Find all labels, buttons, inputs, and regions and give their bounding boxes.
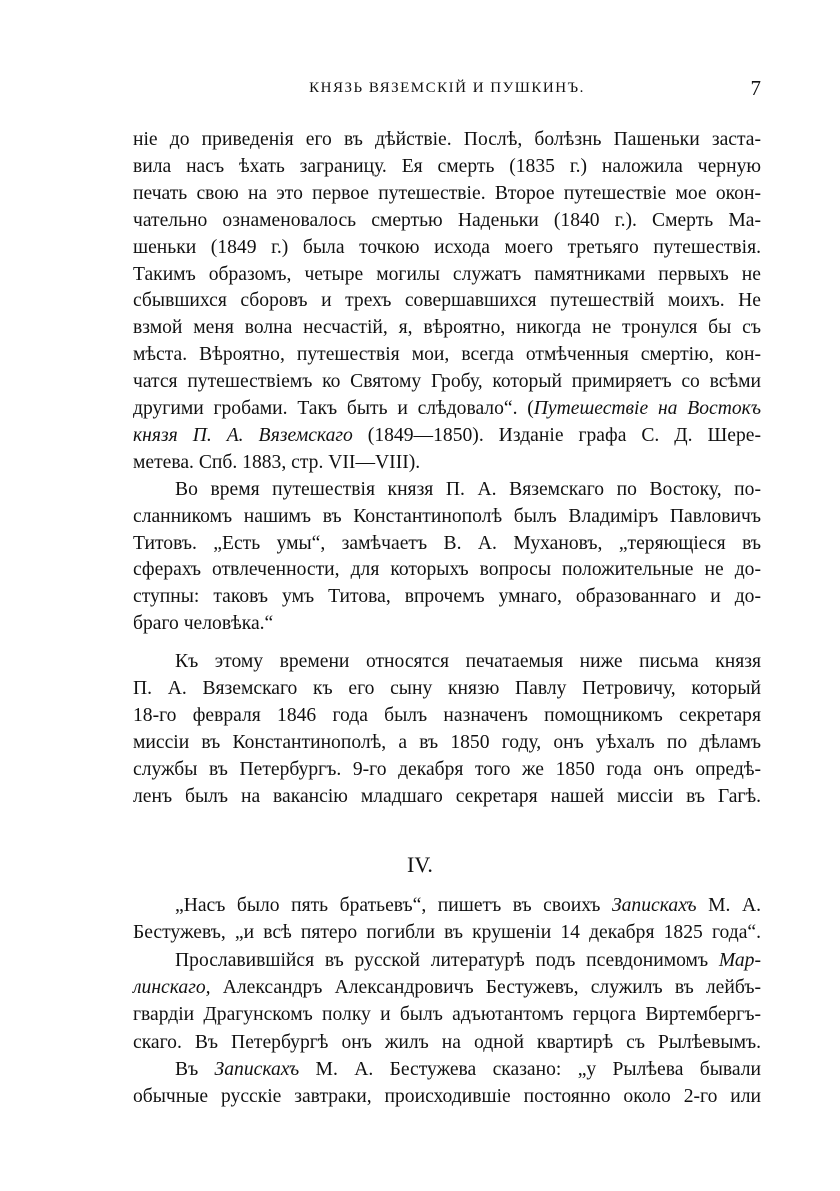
text-line <box>133 505 761 529</box>
text-segment: взмой меня волна несчастій, я, вѣроятно, никогда не тронулся бы съ <box>133 317 761 339</box>
text-segment: скаго. Въ Петербургѣ онъ жилъ на одной квартирѣ съ Рылѣевымъ. <box>133 1031 761 1053</box>
text-segment: Въ <box>175 1058 215 1080</box>
text-segment: миссіи въ Константинополѣ, а въ 1850 году, онъ уѣхалъ по дѣламъ <box>133 732 761 753</box>
section-heading: IV. <box>407 852 433 877</box>
text-line <box>133 532 761 556</box>
text-segment: Во время путешествія князя П. А. Вяземскаго по Востоку, по- <box>175 478 761 500</box>
text-segment: шеньки (1849 г.) была точкою исхода моего третьяго путешествія. <box>133 236 761 258</box>
text-segment: обычные русскіе завтраки, происходившіе постоянно около 2-го или <box>133 1086 761 1108</box>
text-segment: сферахъ отвлеченности, для которыхъ вопросы положительные не до- <box>133 559 761 581</box>
italic-text: Запискахъ <box>611 895 697 916</box>
text-segment: гвардіи Драгунскомъ полку и былъ адъютантомъ герцога Виртембергъ- <box>133 1004 761 1026</box>
text-line <box>133 612 761 636</box>
text-line <box>133 236 761 260</box>
text-line <box>133 731 761 755</box>
text-line <box>133 1003 761 1027</box>
text-segment: М. А. <box>696 895 761 916</box>
text-line <box>133 785 761 809</box>
italic-text: Путешествіе на Востокъ <box>533 398 761 419</box>
page-number: 7 <box>750 76 761 100</box>
text-line <box>133 424 761 448</box>
text-line <box>133 370 761 394</box>
text-line <box>133 128 761 152</box>
text-segment: ніе до приведенія его въ дѣйствіе. Послѣ, болѣзнь Пашеньки заста- <box>133 129 761 150</box>
text-line <box>133 397 761 421</box>
italic-text: Мар- <box>718 949 761 971</box>
text-line <box>133 677 761 701</box>
text-line <box>175 894 761 918</box>
text-line <box>133 1085 761 1109</box>
text-segment: Титовъ. „Есть умы“, замѣчаетъ В. А. Мухановъ, „теряющіеся въ <box>133 532 761 554</box>
text-segment: вила насъ ѣхать заграницу. Ея смерть (1835 г.) наложила черную <box>133 155 761 177</box>
text-segment: службы въ Петербургъ. 9-го декабря того же 1850 года онъ опредѣ- <box>133 759 761 780</box>
text-line <box>175 949 761 973</box>
text-line <box>133 558 761 582</box>
running-title: КНЯЗЬ ВЯЗЕМСКІЙ И ПУШКИНЪ. <box>309 80 585 96</box>
text-line <box>133 263 761 287</box>
text-segment: (1849—1850). Изданіе графа С. Д. Шере- <box>352 424 761 446</box>
text-segment: чательно ознаменовалось смертью Наденьки (1840 г.). Смерть Ма- <box>133 209 761 231</box>
text-line <box>133 155 761 179</box>
text-line <box>133 1031 761 1055</box>
text-segment: печать свою на это первое путешествіе. Второе путешествіе мое окон- <box>133 182 761 204</box>
text-line <box>133 451 761 475</box>
text-line <box>133 209 761 233</box>
italic-text: Запискахъ <box>214 1058 300 1080</box>
text-segment: Бестужевъ, „и всѣ пятеро погибли въ крушеніи 14 декабря 1825 года“. <box>133 922 761 944</box>
text-segment: метева. Спб. 1883, стр. VII—VIII). <box>133 451 421 473</box>
italic-text: князя П. А. Вяземскаго <box>133 424 353 446</box>
text-segment: ступны: таковъ умъ Титова, впрочемъ умнаго, образованнаго и до- <box>133 586 761 608</box>
text-segment: Къ этому времени относятся печатаемыя ниже письма князя <box>175 651 761 672</box>
text-line <box>133 758 761 782</box>
text-segment: 18-го февраля 1846 года былъ назначенъ помощникомъ секретаря <box>133 705 761 726</box>
text-line <box>133 921 761 945</box>
text-line <box>133 343 761 367</box>
text-segment: мѣста. Вѣроятно, путешествія мои, всегда отмѣченныя смертію, кон- <box>133 344 761 366</box>
text-line <box>133 289 761 313</box>
text-segment: сланникомъ нашимъ въ Константинополѣ былъ Владиміръ Павловичъ <box>133 505 761 527</box>
text-segment: П. А. Вяземскаго къ его сыну князю Павлу Петровичу, который <box>133 678 761 699</box>
text-line <box>133 585 761 609</box>
text-segment: сбывшихся сборовъ и трехъ совершавшихся путешествій моихъ. Не <box>133 290 761 312</box>
text-segment: браго человѣка.“ <box>133 613 274 635</box>
text-segment: Прославившійся въ русской литературѣ подъ псевдонимомъ <box>175 949 719 971</box>
text-segment: „Насъ было пять братьевъ“, пишетъ въ своихъ <box>175 895 612 916</box>
text-segment: Такимъ образомъ, четыре могилы служатъ памятниками первыхъ не <box>133 263 761 285</box>
text-segment: другими гробами. Такъ быть и слѣдовало“. ( <box>133 398 534 419</box>
text-line <box>133 704 761 728</box>
text-segment: Александръ Александровичъ Бестужевъ, служилъ въ лейбъ- <box>210 976 761 998</box>
text-line <box>175 478 761 502</box>
text-line <box>133 316 761 340</box>
page-header <box>133 76 761 102</box>
text-line <box>175 1058 761 1082</box>
text-line <box>133 182 761 206</box>
text-segment: М. А. Бестужева сказано: „у Рылѣева бывали <box>299 1058 761 1080</box>
text-line <box>175 650 761 674</box>
italic-text: линскаго, <box>133 976 211 998</box>
text-segment: ленъ былъ на вакансію младшаго секретаря нашей миссіи въ Гагѣ. <box>133 786 761 807</box>
text-line <box>133 976 761 1000</box>
text-segment: чатся путешествіемъ ко Святому Гробу, который примиряетъ со всѣми <box>133 371 761 393</box>
